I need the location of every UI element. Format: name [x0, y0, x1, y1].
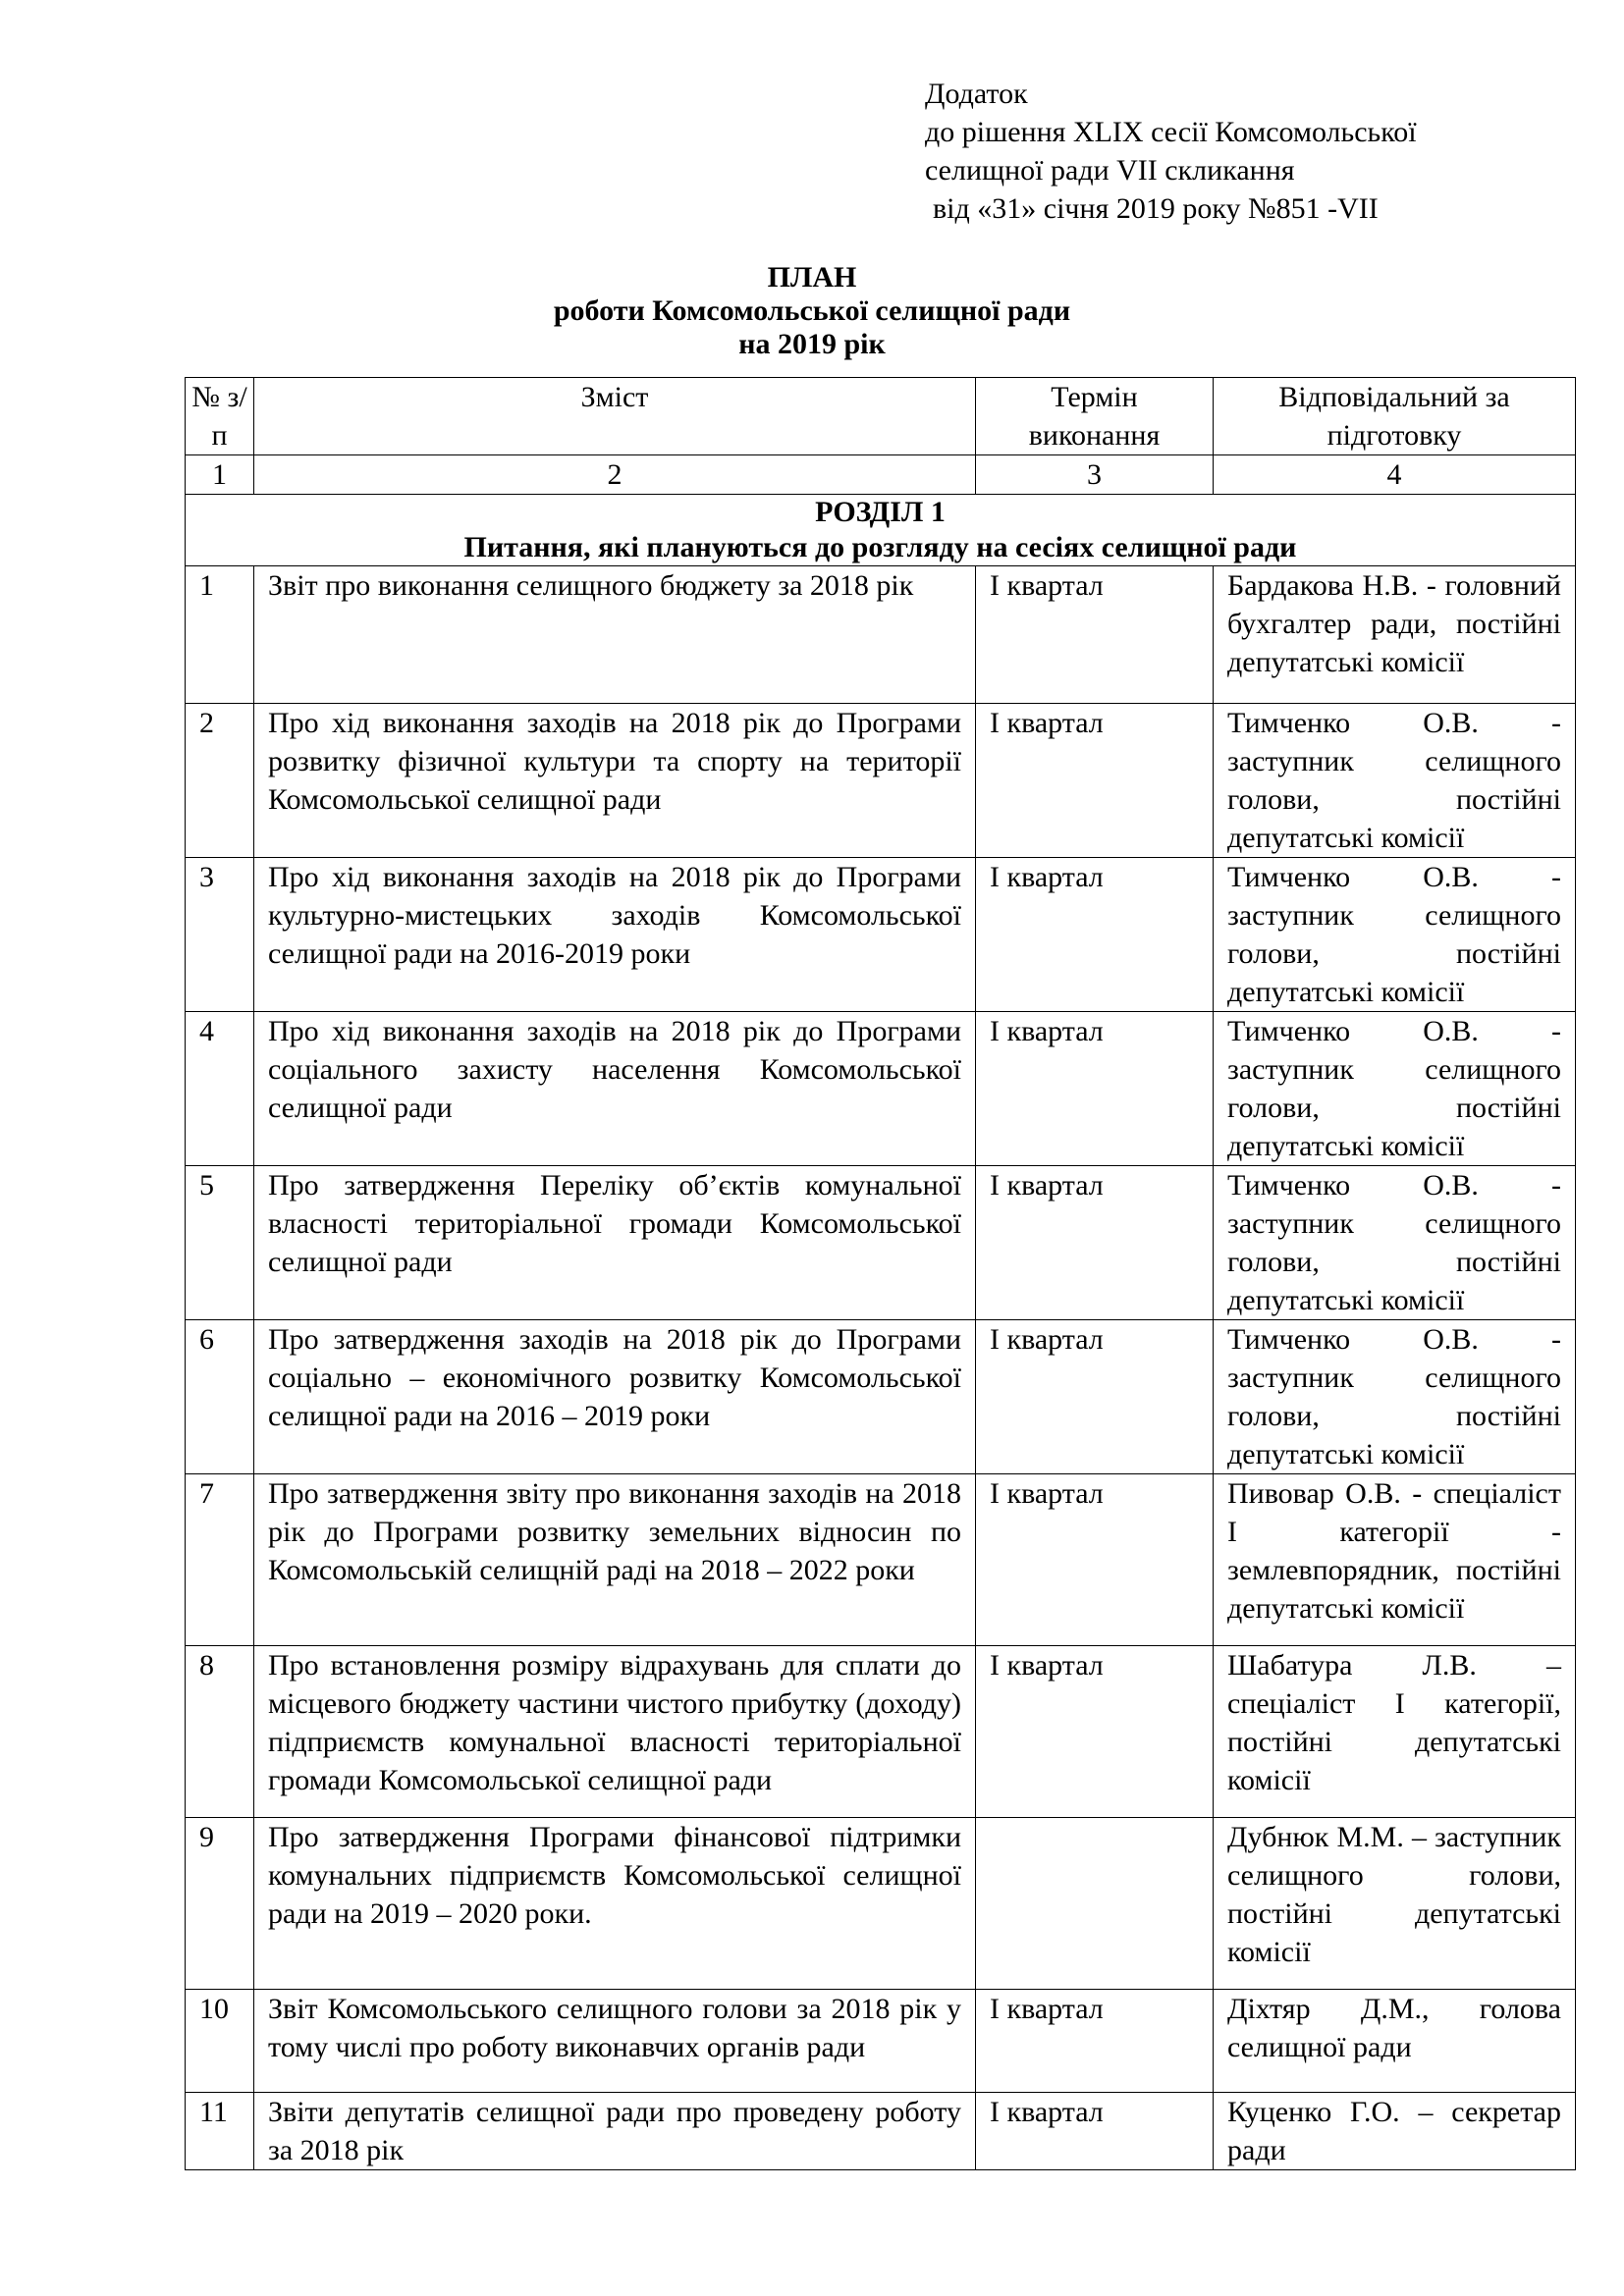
section-heading — [186, 495, 1576, 566]
row-number: 10 — [186, 1990, 254, 2093]
header-term: Термін виконання — [976, 378, 1214, 455]
title-line-1: ПЛАН — [767, 261, 857, 294]
row-number: 8 — [186, 1646, 254, 1818]
header-row — [186, 378, 1576, 455]
section-title: РОЗДІЛ 1 — [815, 496, 946, 528]
row-term: І квартал — [976, 1646, 1214, 1818]
row-term: І квартал — [976, 704, 1214, 858]
row-responsible: Тимченко О.В. - заступник селищного голови, постійні депутатські комісії — [1214, 858, 1576, 1012]
row-responsible: Тимченко О.В. - заступник селищного голови, постійні депутатські комісії — [1214, 704, 1576, 858]
table-row — [186, 1474, 1576, 1646]
table-row — [186, 566, 1576, 704]
title-line-3: на 2019 рік — [738, 328, 886, 360]
row-number: 5 — [186, 1166, 254, 1320]
row-content: Звіт Комсомольського селищного голови за 2018 рік у тому числі про роботу виконавчих органів ради — [254, 1990, 976, 2093]
annex-block — [925, 75, 1593, 228]
row-responsible: Тимченко О.В. - заступник селищного голови, постійні депутатські комісії — [1214, 1320, 1576, 1474]
row-term: І квартал — [976, 1012, 1214, 1166]
row-responsible: Діхтяр Д.М., голова селищної ради — [1214, 1990, 1576, 2093]
row-term: І квартал — [976, 566, 1214, 704]
table-row — [186, 1818, 1576, 1990]
row-responsible: Куценко Г.О. – секретар ради — [1214, 2093, 1576, 2170]
table-row — [186, 704, 1576, 858]
row-term: І квартал — [976, 1320, 1214, 1474]
table-row — [186, 2093, 1576, 2170]
table-row — [186, 1320, 1576, 1474]
column-number: 3 — [976, 455, 1214, 495]
document-title — [0, 261, 1624, 361]
row-content: Про затвердження Програми фінансової підтримки комунальних підприємств Комсомольської селищної ради на 2019 – 2020 роки. — [254, 1818, 976, 1990]
row-content: Звіт про виконання селищного бюджету за 2018 рік — [254, 566, 976, 704]
row-responsible: Шабатура Л.В. – спеціаліст І категорії, постійні депутатські комісії — [1214, 1646, 1576, 1818]
section-row — [186, 495, 1576, 566]
row-content: Про хід виконання заходів на 2018 рік до Програми культурно-мистецьких заходів Комсомольської селищної ради на 2016-2019 роки — [254, 858, 976, 1012]
column-numbers-row — [186, 455, 1576, 495]
plan-table — [185, 377, 1576, 2170]
row-content: Про затвердження заходів на 2018 рік до Програми соціально – економічного розвитку Комсомольської селищної ради на 2016 – 2019 роки — [254, 1320, 976, 1474]
annex-line-3: селищної ради VII скликання — [925, 154, 1295, 187]
table-row — [186, 1012, 1576, 1166]
table-row — [186, 858, 1576, 1012]
row-term: І квартал — [976, 2093, 1214, 2170]
header-content: Зміст — [254, 378, 976, 455]
column-number: 4 — [1214, 455, 1576, 495]
row-number: 1 — [186, 566, 254, 704]
table-row — [186, 1646, 1576, 1818]
row-responsible: Пивовар О.В. - спеціаліст І категорії - землевпорядник, постійні депутатські комісії — [1214, 1474, 1576, 1646]
title-line-2: роботи Комсомольської селищної ради — [553, 294, 1071, 327]
row-number: 2 — [186, 704, 254, 858]
row-responsible: Тимченко О.В. - заступник селищного голови, постійні депутатські комісії — [1214, 1012, 1576, 1166]
header-responsible: Відповідальний за підготовку — [1214, 378, 1576, 455]
annex-line-1: Додаток — [925, 78, 1028, 110]
table-row — [186, 1166, 1576, 1320]
row-content: Про хід виконання заходів на 2018 рік до Програми розвитку фізичної культури та спорту на території Комсомольської селищної ради — [254, 704, 976, 858]
row-number: 7 — [186, 1474, 254, 1646]
row-content: Звіти депутатів селищної ради про проведену роботу за 2018 рік — [254, 2093, 976, 2170]
row-term: І квартал — [976, 858, 1214, 1012]
row-content: Про затвердження Переліку об’єктів комунальної власності територіальної громади Комсомольської селищної ради — [254, 1166, 976, 1320]
column-number: 1 — [186, 455, 254, 495]
row-number: 4 — [186, 1012, 254, 1166]
row-content: Про хід виконання заходів на 2018 рік до Програми соціального захисту населення Комсомольської селищної ради — [254, 1012, 976, 1166]
column-number: 2 — [254, 455, 976, 495]
row-number: 6 — [186, 1320, 254, 1474]
section-subtitle: Питання, які плануються до розгляду на сесіях селищної ради — [463, 531, 1297, 563]
row-number: 3 — [186, 858, 254, 1012]
header-num: № з/п — [186, 378, 254, 455]
table-row — [186, 1990, 1576, 2093]
row-term: І квартал — [976, 1990, 1214, 2093]
annex-line-4: від «31» січня 2019 року №851 -VII — [933, 192, 1379, 225]
row-content: Про затвердження звіту про виконання заходів на 2018 рік до Програми розвитку земельних відносин по Комсомольській селищній раді на 2018 – 2022 роки — [254, 1474, 976, 1646]
row-term: І квартал — [976, 1474, 1214, 1646]
row-number: 11 — [186, 2093, 254, 2170]
row-term: І квартал — [976, 1166, 1214, 1320]
row-responsible: Дубнюк М.М. – заступник селищного голови, постійні депутатські комісії — [1214, 1818, 1576, 1990]
row-number: 9 — [186, 1818, 254, 1990]
row-content: Про встановлення розміру відрахувань для сплати до місцевого бюджету частини чистого прибутку (доходу) підприємств комунальної власності територіальної громади Комсомольської селищної ради — [254, 1646, 976, 1818]
row-responsible: Тимченко О.В. - заступник селищного голови, постійні депутатські комісії — [1214, 1166, 1576, 1320]
row-term — [976, 1818, 1214, 1990]
row-responsible: Бардакова Н.В. - головний бухгалтер ради, постійні депутатські комісії — [1214, 566, 1576, 704]
annex-line-2: до рішення XLIX сесії Комсомольської — [925, 116, 1417, 148]
